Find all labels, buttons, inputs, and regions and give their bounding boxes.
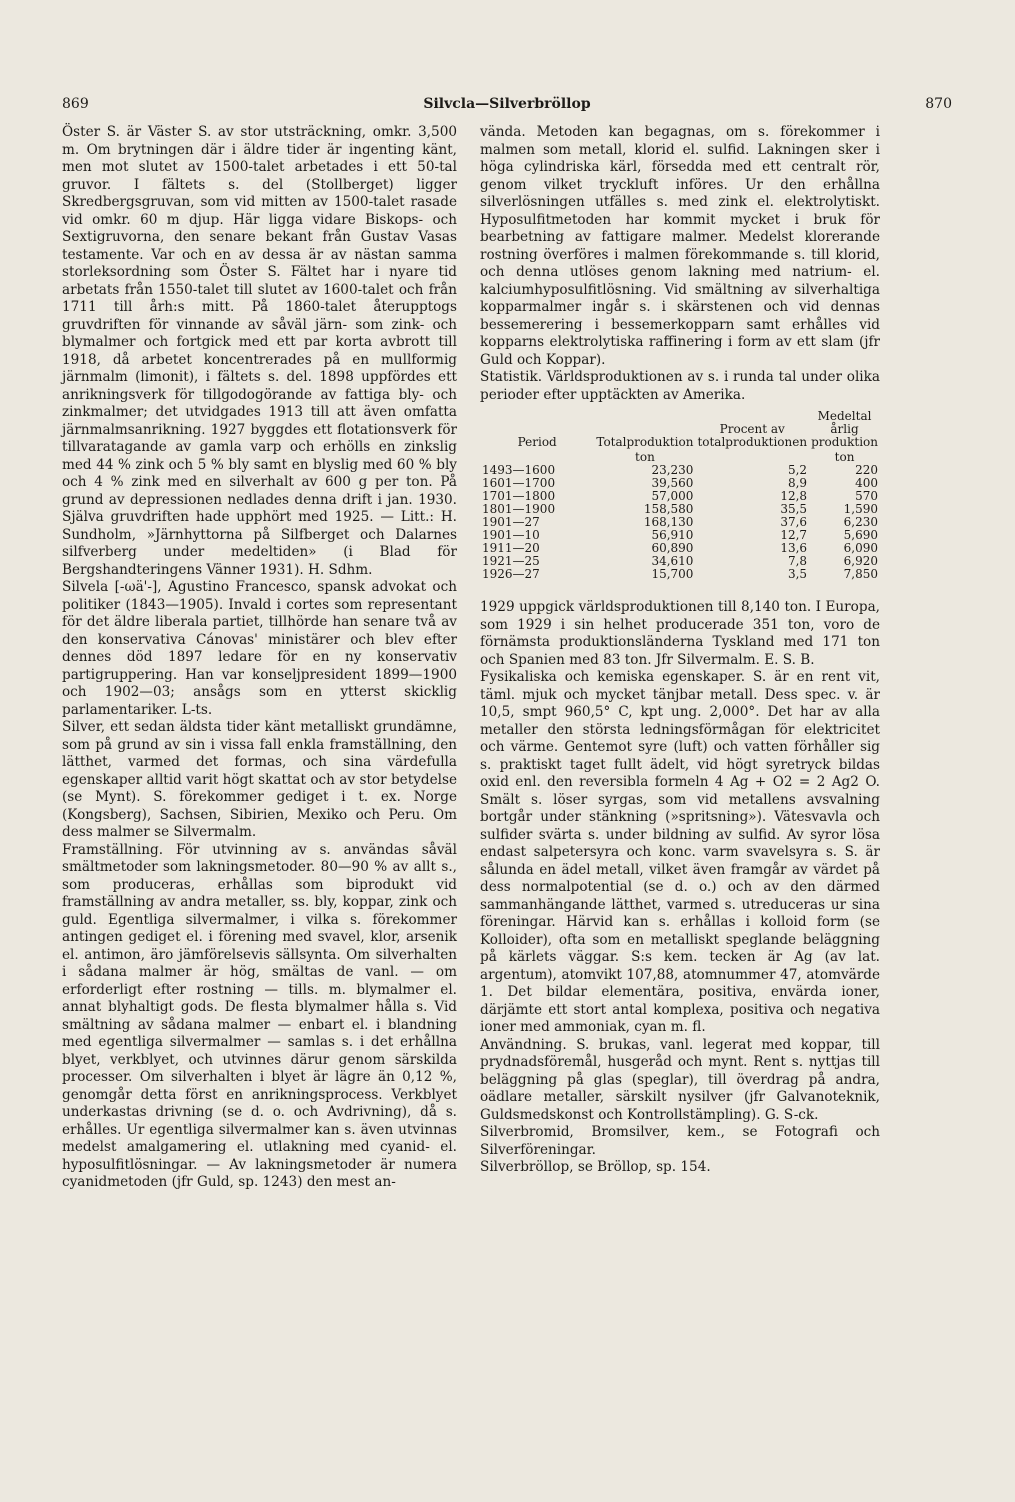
article-silver-framstallning: Framställning. För utvinning av s. användas såväl smältmetoder som lakningsmetoder. 80—90 % av allt s., som produceras, erhållas som biprodukt vid framställning av andra metaller, ss. bly, koppar, zink och guld. Egentliga silvermalmer, i vilka s. förekommer antingen gediget el. i förening med svavel, klor, arsenik el. antimon, äro jämförelsevis sällsynta. Om silverhalten i sådana malmer är hög, smältas de vanl. — om erforderligt efter rostning — tills. m. blymalmer el. annat blyhaltigt gods. De flesta blymalmer hålla s. Vid smältning av sådana malmer — enbart el. i blandning med egentliga silvermalmer — samlas s. i det erhållna blyet, verkblyet, och utvinnes därur genom särskilda processer. Om silverhalten i blyet är lägre än 0,12 %, genomgår detta först en anrikningsprocess. Verkblyet underkastas drivning (se d. o. och Avdrivning), då s. erhålles. Ur egentliga silvermalmer kan s. även utvinnas medelst amalgamering el. utlakning med cyanid- el. hyposulfitlösningar. — Av lakningsmetoder är numera cyanidmetoden (jfr Guld, sp. 1243) den mest an- [62, 841, 457, 1190]
percent-cell: 12,7 [780, 528, 808, 542]
period-cell: 1911—20 [482, 541, 540, 555]
percent-cell: 12,8 [780, 489, 808, 503]
period-cell: 1493—1600 [482, 463, 556, 477]
total-cell: 57,000 [651, 489, 694, 503]
total-cell: 39,560 [651, 476, 694, 490]
annual-cell: 7,850 [843, 567, 878, 581]
article-silver-anvandning: Användning. S. brukas, vanl. legerat med koppar, till prydnadsföremål, husgeråd och mynt. Rent s. nyttjas till beläggning på glas (speglar), till överdrag på andra, oädlare metaller, särskilt nysilver (jfr Galvanoteknik, Guldsmedskonst och Kontrollstämpling). G. S-ck. [480, 1036, 880, 1123]
annual-cell: 570 [855, 489, 878, 503]
total-cell: 168,130 [643, 515, 694, 529]
period-cell: 1601—1700 [482, 476, 556, 490]
article-silverbrollop: Silverbröllop, se Bröllop, sp. 154. [480, 1159, 711, 1175]
total-cell: 15,700 [651, 567, 694, 581]
percent-cell: 5,2 [787, 463, 808, 477]
running-title: Silvcla—Silverbröllop [423, 96, 591, 112]
total-cell: 158,580 [643, 502, 694, 516]
period-cell: 1901—10 [482, 528, 540, 542]
annual-cell: 400 [855, 476, 878, 490]
period-cell: 1921—25 [482, 554, 540, 568]
article-silvela: Silvela [-ωä'-], Agustino Francesco, spansk advokat och politiker (1843—1905). Invald i cortes som representant för det äldre liberala partiet, tillhörde han senare två av den konservativa Cánovas' ministärer och blev efter dennes död 1897 ledare för en ny konservativ partigruppering. Han var konseljpresident 1899—1900 och 1902—03; ansågs som en ytterst skicklig parlamentariker. L-ts. [62, 579, 457, 718]
period-cell: 1901—27 [482, 515, 540, 529]
annual-cell: 6,090 [843, 541, 878, 555]
annual-cell: 6,230 [843, 515, 878, 529]
percent-cell: 35,5 [780, 502, 808, 516]
statistik-intro: Statistik. Världsproduktionen av s. i runda tal under olika perioder efter upptäckten av Amerika. [480, 369, 880, 403]
table-header-percent: Procent av totalproduktionen [697, 422, 808, 449]
left-page-number: 869 [62, 96, 89, 112]
table-body [480, 464, 880, 581]
total-cell: 34,610 [651, 554, 694, 568]
annual-cell: 1,590 [843, 502, 878, 516]
period-cell: 1701—1800 [482, 489, 556, 503]
period-cell: 1926—27 [482, 567, 540, 581]
article-silver-lakning: vända. Metoden kan begagnas, om s. förekommer i malmen som metall, klorid el. sulfid. Lakningen sker i höga cylindriska kärl, försedda med ett centralt rör, genom vilket tryckluft införes. Ur den erhållna silverlösningen utfälles s. med zink el. elektrolytiskt. Hyposulfitmetoden har kommit mycket i bruk för bearbetning av fattigare malmer. Medelst klorerande rostning överföres i malmen förekommande s. till klorid, och denna utlöses genom lakning med natrium- el. kalciumhyposulfitlösning. Vid smältning av silverhaltiga kopparmalmer ingår s. i skärstenen och vid dennas bessemerering i bessemerkopparn samt erhålles vid kopparns elektrolytiska raffinering i form av ett slam (jfr Guld och Koppar). [480, 124, 880, 368]
table-header-total: Totalproduktion [596, 435, 694, 449]
total-cell: 23,230 [651, 463, 694, 477]
total-cell: 56,910 [651, 528, 694, 542]
table-header-row [480, 410, 880, 451]
article-silver: Silver, ett sedan äldsta tider känt metalliskt grundämne, som på grund av sin i vissa fall enkla framställning, den lätthet, varmed det formas, och sina värdefulla egenskaper alltid varit högt skattat och av stor betydelse (se Mynt). S. förekommer gediget i t. ex. Norge (Kongsberg), Sachsen, Sibirien, Mexiko och Peru. Om dess malmer se Silvermalm. [62, 719, 457, 840]
table-unit: ton [635, 450, 655, 464]
article-silver-production-1929: 1929 uppgick världsproduktionen till 8,140 ton. I Europa, som 1929 i sin helhet producerade 351 ton, voro de förnämsta produktionsländerna Tyskland med 171 ton och Spanien med 83 ton. Jfr Silvermalm. E. S. B. [480, 599, 880, 668]
table-header-annual: Medeltal årlig produktion [811, 409, 878, 449]
percent-cell: 13,6 [780, 541, 808, 555]
right-page-number: 870 [925, 96, 952, 112]
left-column [62, 124, 457, 1192]
percent-cell: 3,5 [787, 567, 808, 581]
production-table [480, 410, 880, 581]
right-column [480, 124, 880, 1177]
table-header-period: Period [517, 435, 557, 449]
annual-cell: 220 [855, 463, 878, 477]
period-cell: 1801—1900 [482, 502, 556, 516]
percent-cell: 37,6 [780, 515, 808, 529]
annual-cell: 6,920 [843, 554, 878, 568]
table-unit: ton [834, 450, 855, 464]
article-silverbromid: Silverbromid, Bromsilver, kem., se Fotografi och Silverföreningar. [480, 1124, 880, 1158]
page-header [62, 96, 952, 118]
table-row [480, 568, 880, 581]
article-silver-egenskaper: Fysikaliska och kemiska egenskaper. S. är en rent vit, täml. mjuk och mycket tänjbar metall. Dess spec. v. är 10,5, smpt 960,5° C, kpt ung. 2,000°. Det har av alla metaller den största ledningsförmågan för elektricitet och värme. Gentemot syre (luft) och vatten förhåller sig s. praktiskt taget fullt ädelt, vid högt syretryck bildas oxid enl. den reversibla formeln 4 Ag + O2 = 2 Ag2 O. Smält s. löser syrgas, som vid metallens avsvalning bortgår under stänkning (»spritsning»). Vätesvavla och sulfider svärta s. under bildning av sulfid. Av syror lösa endast salpetersyra och konc. varm svavelsyra s. S. är sålunda en ädel metall, vilket även framgår av värdet på dess normalpotential (se d. o.) och av den därmed sammanhängande lätthet, varmed s. utreduceras ur sina föreningar. Härvid kan s. erhållas i kolloid form (se Kolloider), ofta som en metalliskt speglande beläggning på kärlets väggar. S:s kem. tecken är Ag (av lat. argentum), atomvikt 107,88, atomnummer 47, atomvärde 1. Det bildar elementära, positiva, envärda ioner, därjämte ett stort antal komplexa, positiva och negativa ioner med ammoniak, cyan m. fl. [480, 669, 880, 1035]
percent-cell: 8,9 [787, 476, 808, 490]
total-cell: 60,890 [651, 541, 694, 555]
annual-cell: 5,690 [843, 528, 878, 542]
article-silvberg-continued: Öster S. är Väster S. av stor utsträckning, omkr. 3,500 m. Om brytningen där i äldre tider är ingenting känt, men mot slutet av 1500-talet arbetades i ett 50-tal gruvor. I fältets s. del (Stollberget) ligger Skredbergsgruvan, som vid mitten av 1500-talet rasade vid omkr. 60 m djup. Här ligga vidare Biskops- och Sextigruvorna, den senare bekant från Gustav Vasas testamente. Var och en av dessa är av nästan samma storleksordning som Öster S. Fältet har i nyare tid arbetats från 1550-talet till slutet av 1600-talet och från 1711 till årh:s mitt. På 1860-talet återupptogs gruvdriften för vinnande av såväl järn- som zink- och blymalmer och fortgick med ett par korta avbrott till 1918, då arbetet koncentrerades på en mullformig järnmalm (limonit), i fältets s. del. 1898 uppfördes ett anrikningsverk för tillgodogörande av fattiga bly- och zinkmalmer; det utvidgades 1913 till att även omfatta järnmalmsanrikning. 1927 byggdes ett flotationsverk för tillvaratagande av gamla varp och erhölls en zinkslig med 44 % zink och 5 % bly samt en blyslig med 60 % bly och 4 % zink med en silverhalt av 600 g per ton. På grund av depressionen nedlades denna drift i jan. 1930. Själva gruvdriften hade upphört med 1925. — Litt.: H. Sundholm, »Järnhyttorna på Silfberget och Dalarnes silfverberg under medeltiden» (i Blad för Bergshandteringens Vänner 1931). H. Sdhm. [62, 124, 457, 578]
percent-cell: 7,8 [787, 554, 808, 568]
